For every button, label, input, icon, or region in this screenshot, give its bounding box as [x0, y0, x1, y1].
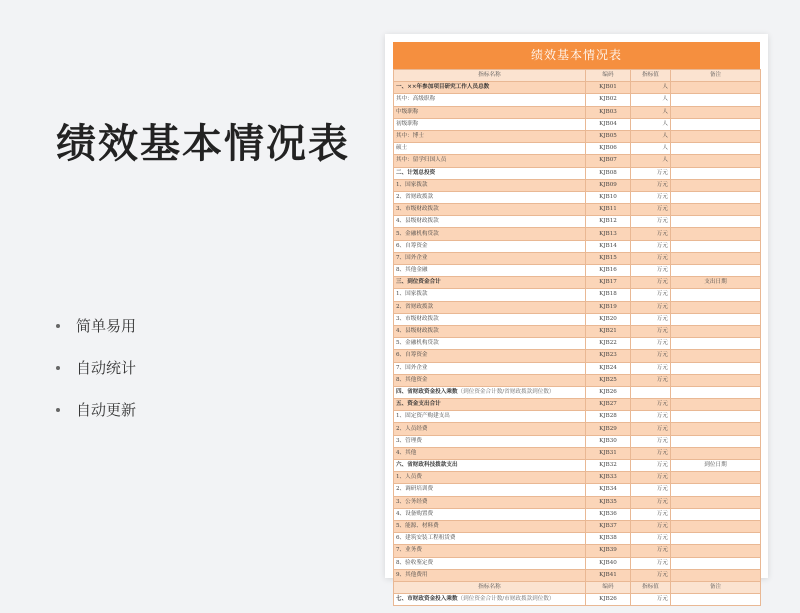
table-row [394, 411, 761, 423]
code-cell: KJB07 [586, 155, 631, 167]
indicator-name: 1、人员费 [396, 474, 422, 481]
note-cell [671, 325, 761, 337]
value-unit-cell: 万元 [631, 350, 671, 362]
note-cell [671, 106, 761, 118]
indicator-name: 二、计划总投资 [396, 169, 436, 176]
indicator-name-cell [394, 289, 586, 301]
code-cell: KJB12 [586, 216, 631, 228]
indicator-name: 一、××年参加项目研究工作人员总数 [396, 84, 490, 91]
header-cell: 编码 [586, 70, 631, 82]
code-cell: KJB40 [586, 557, 631, 569]
indicator-name: 6、自筹资金 [396, 242, 428, 249]
indicator-name: 6、建筑安装工程租赁费 [396, 535, 456, 542]
value-unit-cell: 万元 [631, 167, 671, 179]
indicator-name-cell [394, 411, 586, 423]
code-cell: KJB19 [586, 301, 631, 313]
indicator-name-cell [394, 386, 586, 398]
table-row [394, 155, 761, 167]
feature-label: 简单易用 [76, 317, 137, 335]
indicator-name: 2、省财政拨款 [396, 193, 434, 200]
note-cell [671, 411, 761, 423]
note-cell [671, 252, 761, 264]
indicator-name-cell [394, 557, 586, 569]
table-row [394, 252, 761, 264]
note-cell [671, 533, 761, 545]
indicator-name: 五、资金支出合计 [396, 401, 441, 408]
value-unit-cell: 万元 [631, 191, 671, 203]
indicator-name: 其中：高级职称 [396, 96, 436, 103]
value-unit-cell: 万元 [631, 496, 671, 508]
indicator-name-cell [394, 496, 586, 508]
table-row [394, 508, 761, 520]
feature-list [56, 312, 136, 438]
page-title: 绩效基本情况表 [56, 121, 350, 167]
performance-table [393, 69, 761, 606]
indicator-name-cell [394, 399, 586, 411]
indicator-name-cell [394, 94, 586, 106]
indicator-formula: （到位资金合计数/市财政拨款到位数） [457, 596, 555, 603]
table-row [394, 82, 761, 94]
table-row [394, 399, 761, 411]
table-row [394, 313, 761, 325]
value-unit-cell: 人 [631, 155, 671, 167]
code-cell: KJB26 [586, 594, 631, 606]
indicator-name-cell [394, 569, 586, 581]
note-cell [671, 386, 761, 398]
bullet-dot-icon [56, 324, 60, 328]
value-unit-cell: 万元 [631, 240, 671, 252]
code-cell: KJB05 [586, 130, 631, 142]
note-cell [671, 82, 761, 94]
table-row [394, 167, 761, 179]
feature-label: 自动统计 [76, 359, 137, 377]
code-cell: KJB28 [586, 411, 631, 423]
note-cell [671, 594, 761, 606]
note-cell [671, 508, 761, 520]
indicator-name: 9、其他费用 [396, 571, 428, 578]
code-cell: KJB08 [586, 167, 631, 179]
indicator-name-cell [394, 435, 586, 447]
value-unit-cell: 万元 [631, 484, 671, 496]
indicator-name-cell [394, 228, 586, 240]
header-cell: 指标名称 [394, 70, 586, 82]
value-unit-cell: 万元 [631, 252, 671, 264]
value-unit-cell: 万元 [631, 447, 671, 459]
note-cell [671, 155, 761, 167]
indicator-name: 四、省财政资金投入乘数 [396, 388, 458, 395]
indicator-name: 5、金融机构贷款 [396, 340, 439, 347]
value-unit-cell: 万元 [631, 325, 671, 337]
table-row [394, 179, 761, 191]
value-unit-cell: 万元 [631, 435, 671, 447]
code-cell: KJB02 [586, 94, 631, 106]
table-row [394, 143, 761, 155]
indicator-name: 5、金融机构贷款 [396, 230, 439, 237]
code-cell: KJB30 [586, 435, 631, 447]
table-row [394, 325, 761, 337]
indicator-name-cell [394, 82, 586, 94]
code-cell: KJB27 [586, 399, 631, 411]
note-cell [671, 496, 761, 508]
indicator-name: 4、设备购置费 [396, 510, 434, 517]
code-cell: KJB15 [586, 252, 631, 264]
note-cell [671, 545, 761, 557]
note-cell [671, 484, 761, 496]
indicator-name-cell [394, 423, 586, 435]
note-cell [671, 557, 761, 569]
table-row [394, 350, 761, 362]
table-row [394, 557, 761, 569]
table-row [394, 130, 761, 142]
table-row [394, 362, 761, 374]
value-unit-cell: 万元 [631, 520, 671, 532]
table-row [394, 204, 761, 216]
note-cell [671, 265, 761, 277]
indicator-name: 2、省财政拨款 [396, 303, 434, 310]
indicator-name-cell [394, 130, 586, 142]
code-cell: KJB41 [586, 569, 631, 581]
code-cell: KJB10 [586, 191, 631, 203]
indicator-name: 七、市财政资金投入乘数 [396, 596, 458, 603]
table-row [394, 520, 761, 532]
indicator-name: 其中：留学归国人员 [396, 157, 447, 164]
indicator-name: 4、其他 [396, 449, 417, 456]
value-unit-cell: 万元 [631, 277, 671, 289]
indicator-name-cell [394, 179, 586, 191]
value-unit-cell: 万元 [631, 411, 671, 423]
note-cell [671, 350, 761, 362]
table-row [394, 228, 761, 240]
table-row [394, 106, 761, 118]
indicator-name-cell [394, 460, 586, 472]
table-row [394, 423, 761, 435]
note-cell [671, 301, 761, 313]
indicator-name: 2、调研培训费 [396, 486, 434, 493]
code-cell: KJB24 [586, 362, 631, 374]
code-cell: KJB26 [586, 386, 631, 398]
note-cell [671, 569, 761, 581]
value-unit-cell: 万元 [631, 374, 671, 386]
indicator-name-cell [394, 155, 586, 167]
note-cell [671, 118, 761, 130]
header-cell: 指标名称 [394, 581, 586, 593]
indicator-name-cell [394, 191, 586, 203]
table-row [394, 277, 761, 289]
note-cell [671, 399, 761, 411]
value-unit-cell: 万元 [631, 313, 671, 325]
indicator-name-cell [394, 362, 586, 374]
code-cell: KJB18 [586, 289, 631, 301]
indicator-name: 其中：博士 [396, 133, 424, 140]
value-unit-cell: 万元 [631, 423, 671, 435]
code-cell: KJB38 [586, 533, 631, 545]
note-cell [671, 362, 761, 374]
value-unit-cell: 万元 [631, 472, 671, 484]
indicator-name: 三、到位资金合计 [396, 279, 441, 286]
indicator-name: 7、国外企业 [396, 364, 428, 371]
code-cell: KJB36 [586, 508, 631, 520]
code-cell: KJB17 [586, 277, 631, 289]
value-unit-cell: 万元 [631, 569, 671, 581]
indicator-name-cell [394, 533, 586, 545]
value-unit-cell: 万元 [631, 289, 671, 301]
table-row [394, 472, 761, 484]
value-unit-cell: 人 [631, 106, 671, 118]
indicator-name-cell [394, 106, 586, 118]
note-cell: 支出日期 [671, 277, 761, 289]
value-unit-cell: 人 [631, 143, 671, 155]
value-unit-cell [631, 386, 671, 398]
table-row [394, 94, 761, 106]
indicator-name: 1、国家拨款 [396, 181, 428, 188]
note-cell [671, 435, 761, 447]
note-cell [671, 447, 761, 459]
table-row [394, 216, 761, 228]
code-cell: KJB37 [586, 520, 631, 532]
indicator-name-cell [394, 118, 586, 130]
table-row [394, 447, 761, 459]
indicator-name: 7、国外企业 [396, 254, 428, 261]
note-cell [671, 520, 761, 532]
indicator-name-cell [394, 301, 586, 313]
indicator-name-cell [394, 520, 586, 532]
code-cell: KJB14 [586, 240, 631, 252]
value-unit-cell: 万元 [631, 460, 671, 472]
code-cell: KJB25 [586, 374, 631, 386]
bullet-dot-icon [56, 366, 60, 370]
indicator-name-cell [394, 508, 586, 520]
header-cell: 指标值 [631, 581, 671, 593]
indicator-name: 2、人员经费 [396, 425, 428, 432]
table-row [394, 265, 761, 277]
feature-item [56, 354, 136, 396]
indicator-name: 3、市级财政拨款 [396, 315, 439, 322]
table-row [394, 545, 761, 557]
table-row [394, 289, 761, 301]
indicator-name-cell [394, 545, 586, 557]
note-cell [671, 240, 761, 252]
indicator-formula: （到位资金合计数/省财政拨款到位数） [457, 388, 555, 395]
table-row [394, 240, 761, 252]
header-cell: 指标值 [631, 70, 671, 82]
code-cell: KJB09 [586, 179, 631, 191]
indicator-name-cell [394, 447, 586, 459]
code-cell: KJB35 [586, 496, 631, 508]
table-row [394, 386, 761, 398]
code-cell: KJB03 [586, 106, 631, 118]
code-cell: KJB13 [586, 228, 631, 240]
indicator-name: 8、验收鉴定费 [396, 559, 434, 566]
header-cell: 编码 [586, 581, 631, 593]
table-row [394, 496, 761, 508]
table-row [394, 374, 761, 386]
table-row [394, 435, 761, 447]
feature-label: 自动更新 [76, 401, 137, 419]
value-unit-cell: 人 [631, 118, 671, 130]
indicator-name-cell [394, 167, 586, 179]
indicator-name-cell [394, 277, 586, 289]
table-row [394, 338, 761, 350]
note-cell [671, 374, 761, 386]
spreadsheet-preview [385, 34, 768, 603]
note-cell [671, 143, 761, 155]
value-unit-cell: 万元 [631, 228, 671, 240]
code-cell: KJB22 [586, 338, 631, 350]
feature-item [56, 312, 136, 354]
table-body [394, 70, 761, 606]
header-cell: 备注 [671, 70, 761, 82]
table-row [394, 460, 761, 472]
note-cell: 到位日期 [671, 460, 761, 472]
code-cell: KJB11 [586, 204, 631, 216]
value-unit-cell: 万元 [631, 545, 671, 557]
table-row [394, 594, 761, 606]
code-cell: KJB23 [586, 350, 631, 362]
table-footer-header-row [394, 581, 761, 593]
table-row [394, 301, 761, 313]
code-cell: KJB39 [586, 545, 631, 557]
indicator-name: 7、业务费 [396, 547, 422, 554]
value-unit-cell: 万元 [631, 594, 671, 606]
indicator-name-cell [394, 484, 586, 496]
code-cell: KJB34 [586, 484, 631, 496]
code-cell: KJB32 [586, 460, 631, 472]
code-cell: KJB16 [586, 265, 631, 277]
note-cell [671, 167, 761, 179]
indicator-name-cell [394, 350, 586, 362]
indicator-name: 3、市级财政拨款 [396, 206, 439, 213]
indicator-name-cell [394, 143, 586, 155]
value-unit-cell: 万元 [631, 338, 671, 350]
value-unit-cell: 万元 [631, 301, 671, 313]
code-cell: KJB29 [586, 423, 631, 435]
indicator-name: 1、国家拨款 [396, 291, 428, 298]
code-cell: KJB06 [586, 143, 631, 155]
value-unit-cell: 人 [631, 130, 671, 142]
value-unit-cell: 万元 [631, 204, 671, 216]
indicator-name-cell [394, 265, 586, 277]
note-cell [671, 338, 761, 350]
code-cell: KJB01 [586, 82, 631, 94]
code-cell: KJB21 [586, 325, 631, 337]
note-cell [671, 191, 761, 203]
table-row [394, 484, 761, 496]
indicator-name-cell [394, 374, 586, 386]
table-row [394, 118, 761, 130]
feature-item [56, 396, 136, 438]
indicator-name: 5、能源、材料费 [396, 523, 439, 530]
value-unit-cell: 万元 [631, 508, 671, 520]
value-unit-cell: 万元 [631, 533, 671, 545]
indicator-name: 六、省财政科技拨款支出 [396, 462, 458, 469]
code-cell: KJB20 [586, 313, 631, 325]
value-unit-cell: 万元 [631, 179, 671, 191]
table-row [394, 533, 761, 545]
code-cell: KJB04 [586, 118, 631, 130]
note-cell [671, 204, 761, 216]
indicator-name: 3、管理费 [396, 437, 422, 444]
indicator-name-cell [394, 240, 586, 252]
indicator-name-cell [394, 252, 586, 264]
indicator-name: 4、县级财政拨款 [396, 328, 439, 335]
indicator-name: 8、其他资金 [396, 376, 428, 383]
note-cell [671, 94, 761, 106]
code-cell: KJB33 [586, 472, 631, 484]
header-cell: 备注 [671, 581, 761, 593]
bullet-dot-icon [56, 408, 60, 412]
value-unit-cell: 万元 [631, 265, 671, 277]
value-unit-cell: 万元 [631, 362, 671, 374]
value-unit-cell: 万元 [631, 399, 671, 411]
indicator-name: 1、固定资产购建支出 [396, 413, 450, 420]
table-row [394, 191, 761, 203]
indicator-name-cell [394, 216, 586, 228]
indicator-name-cell [394, 472, 586, 484]
indicator-name: 硕士 [396, 145, 408, 152]
note-cell [671, 130, 761, 142]
note-cell [671, 289, 761, 301]
code-cell: KJB31 [586, 447, 631, 459]
table-header-row [394, 70, 761, 82]
note-cell [671, 216, 761, 228]
indicator-name-cell [394, 313, 586, 325]
note-cell [671, 423, 761, 435]
indicator-name-cell [394, 325, 586, 337]
indicator-name: 中级职称 [396, 108, 419, 115]
value-unit-cell: 人 [631, 82, 671, 94]
note-cell [671, 472, 761, 484]
indicator-name: 初级职称 [396, 120, 419, 127]
value-unit-cell: 万元 [631, 557, 671, 569]
note-cell [671, 313, 761, 325]
indicator-name: 3、公务经费 [396, 498, 428, 505]
table-row [394, 569, 761, 581]
note-cell [671, 228, 761, 240]
value-unit-cell: 万元 [631, 216, 671, 228]
sheet-title: 绩效基本情况表 [393, 42, 760, 69]
indicator-name-cell [394, 204, 586, 216]
value-unit-cell: 人 [631, 94, 671, 106]
indicator-name: 6、自筹资金 [396, 352, 428, 359]
indicator-name-cell [394, 594, 586, 606]
indicator-name: 4、县级财政拨款 [396, 218, 439, 225]
indicator-name-cell [394, 338, 586, 350]
note-cell [671, 179, 761, 191]
indicator-name: 8、其他金融 [396, 267, 428, 274]
